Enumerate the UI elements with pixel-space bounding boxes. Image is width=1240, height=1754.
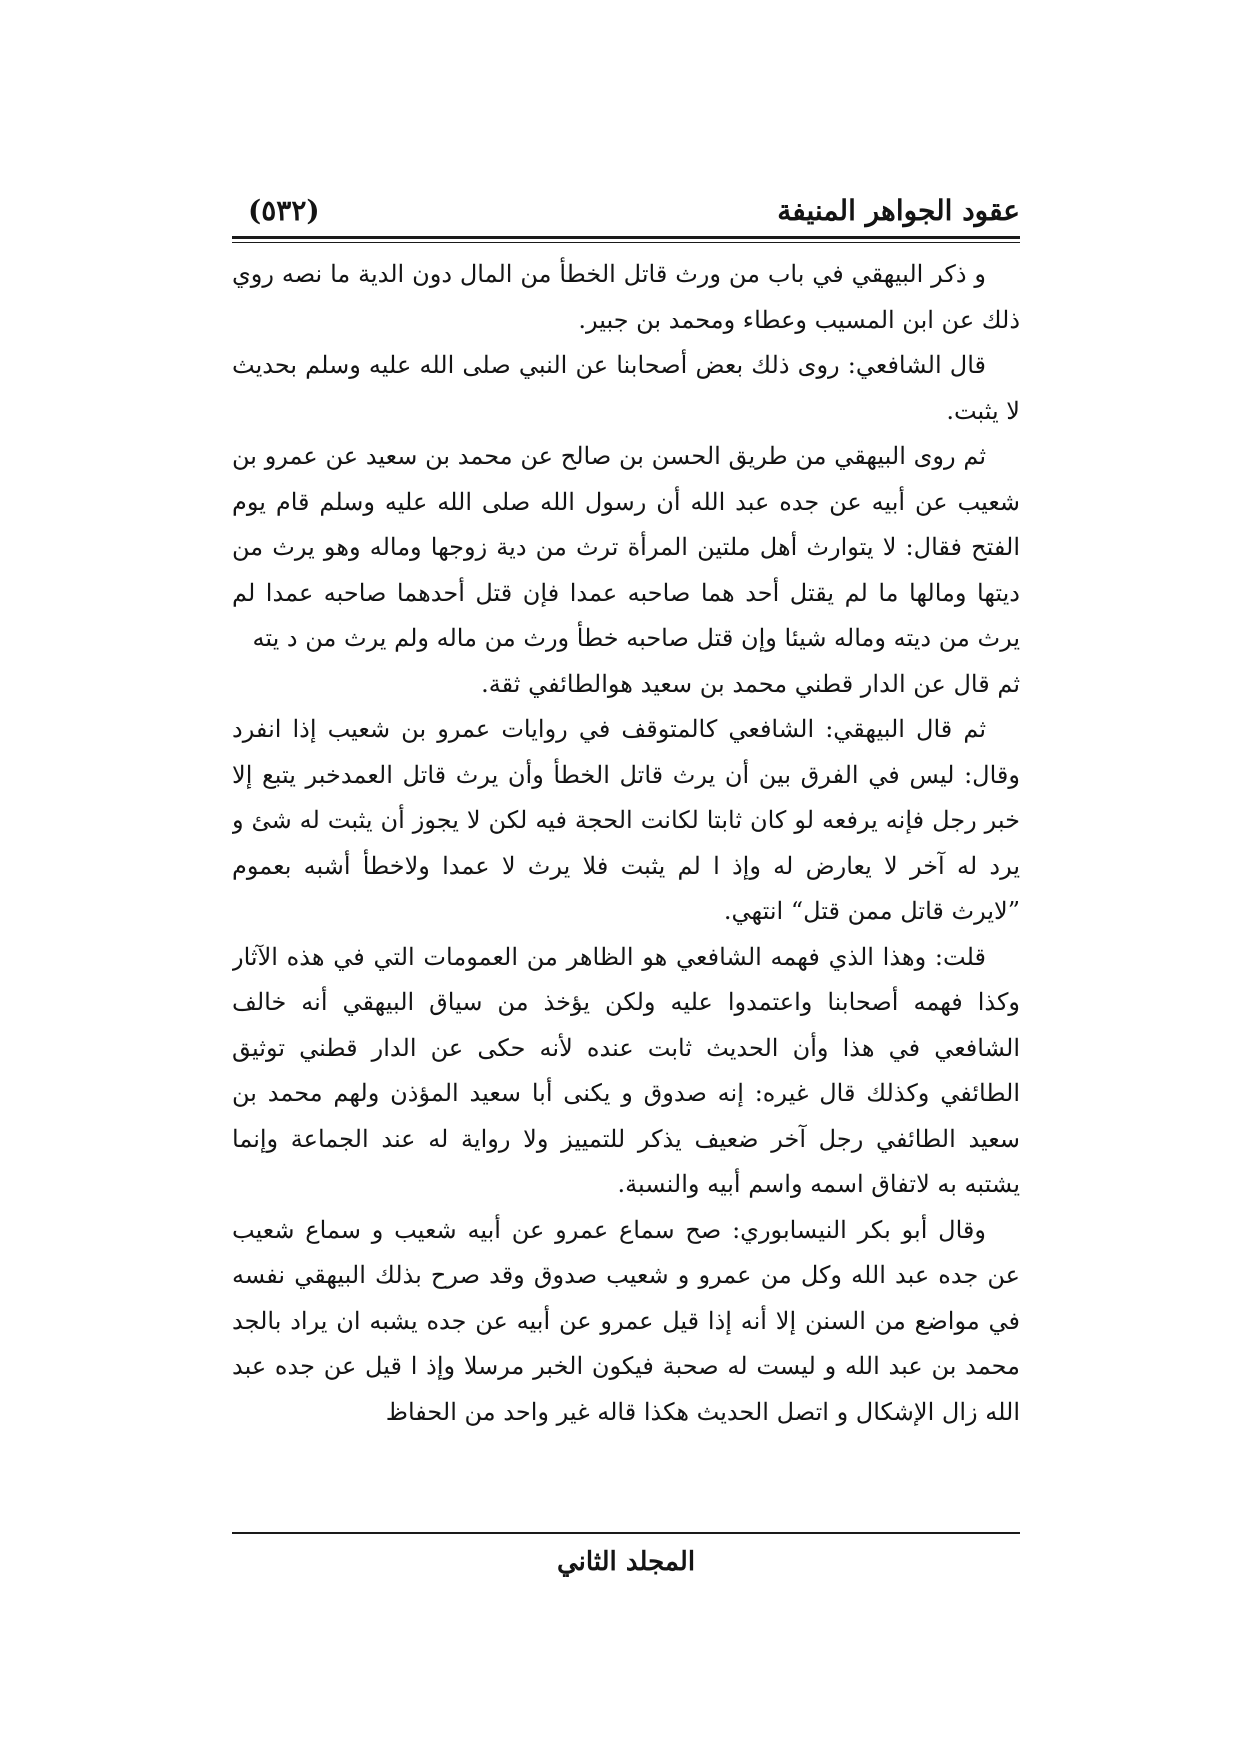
paragraph: ثم قال عن الدار قطني محمد بن سعيد هوالطائفي ثقة. [481,669,1020,698]
paragraph: و ذكر البيهقي في باب من ورث قاتل الخطأ من المال دون الدية ما نصه روي ذلك عن ابن المسيب وعطاء ومحمد بن جبير. [232,260,1020,334]
book-title: عقود الجواهر المنيفة [777,194,1020,227]
header-rule [232,236,1020,239]
paragraph: قلت: وهذا الذي فهمه الشافعي هو الظاهر من العمومات التي في هذه الآثار وكذا فهمه أصحابنا واعتمدوا عليه ولكن يؤخذ من سياق البيهقي أنه خالف الشافعي في هذا وأن الحديث ثابت عنده لأنه حكى عن الدار قطني توثيق الطائفي وكذلك قال غيره: إنه صدوق و يكنى أبا سعيد المؤذن ولهم محمد بن سعيد الطائفي رجل آخر ضعيف يذكر للتمييز ولا رواية له عند الجماعة وإنما يشتبه به لاتفاق اسمه واسم أبيه والنسبة. [232,942,1020,1198]
volume-label: المجلد الثاني [556,1547,696,1577]
footer-rule [232,1532,1020,1534]
header-rule-thin [232,242,1020,243]
paragraph: ثم قال البيهقي: الشافعي كالمتوقف في روايات عمرو بن شعيب إذا انفرد وقال: ليس في الفرق بين أن يرث قاتل الخطأ وأن يرث قاتل العمدخبر يتبع إلا خبر رجل فإنه يرفعه لو كان ثابتا لكانت الحجة فيه لكن لا يجوز أن يثبت له شئ و يرد له آخر لا يعارض له وإذ ا لم يثبت فلا يرث لا عمدا ولاخطأ أشبه بعموم ”لايرث قاتل ممن قتل“ انتهي. [232,715,1020,925]
paragraph: ثم روى البيهقي من طريق الحسن بن صالح عن محمد بن سعيد عن عمرو بن شعيب عن أبيه عن جده عبد الله أن رسول الله صلى الله عليه وسلم قام يوم الفتح فقال: لا يتوارث أهل ملتين المرأة ترث من دية زوجها وماله وهو يرث من ديتها ومالها ما لم يقتل أحد هما صاحبه عمدا فإن قتل أحدهما صاحبه عمدا لم يرث من ديته وماله شيئا وإن قتل صاحبه خطأ ورث من ماله ولم يرث من د يته [232,442,1020,652]
paragraph: قال الشافعي: روى ذلك بعض أصحابنا عن النبي صلى الله عليه وسلم بحديث لا يثبت. [232,351,1020,425]
page-header [232,188,1020,234]
paragraph: وقال أبو بكر النيسابوري: صح سماع عمرو عن أبيه شعيب و سماع شعيب عن جده عبد الله وكل من عمرو و شعيب صدوق وقد صرح بذلك البيهقي نفسه في مواضع من السنن إلا أنه إذا قيل عمرو عن أبيه عن جده يشبه ان يراد بالجد محمد بن عبد الله و ليست له صحبة فيكون الخبر مرسلا وإذ ا قيل عن جده عبد الله زال الإشكال و اتصل الحديث هكذا قاله غير واحد من الحفاظ [232,1215,1020,1426]
page-number: (٥٣٢) [248,194,320,227]
body-text [232,252,1020,1524]
